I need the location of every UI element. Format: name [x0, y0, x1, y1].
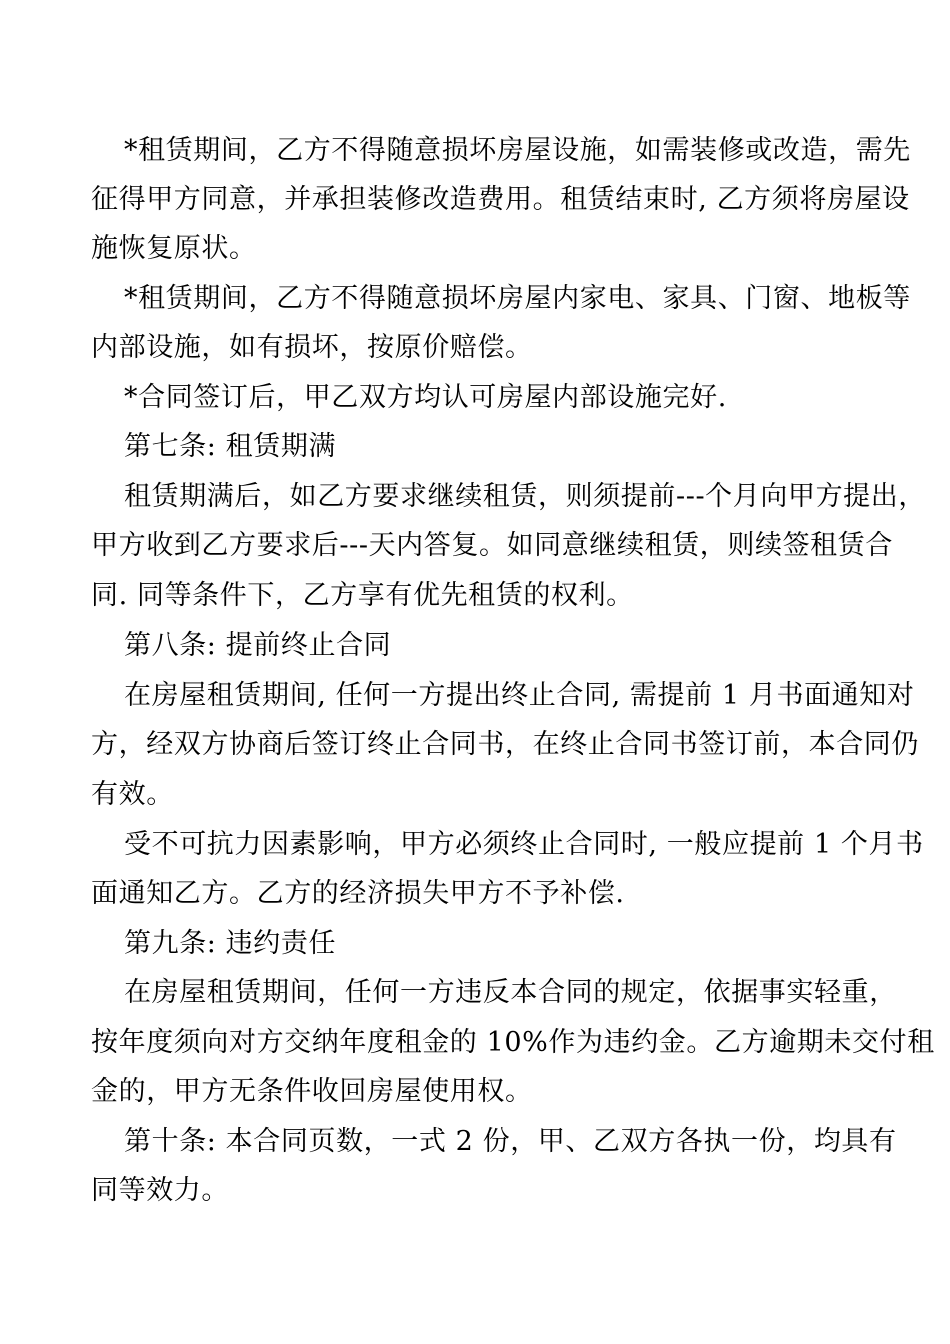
line-14: 有效。 [91, 779, 174, 810]
line-9: 甲方收到乙方要求后---天内答复。如同意继续租赁，则续签租赁合 [91, 530, 893, 561]
section-heading-7: 第七条: 租赁期满 [124, 431, 337, 462]
section-heading-9: 第九条: 违约责任 [124, 928, 337, 959]
line-5: 内部设施，如有损坏，按原价赔偿。 [91, 332, 533, 363]
line-2: 征得甲方同意，并承担装修改造费用。租赁结束时, 乙方须将房屋设 [91, 184, 910, 215]
line-20: 金的，甲方无条件收回房屋使用权。 [91, 1076, 533, 1107]
line-8: 租赁期满后，如乙方要求继续租赁，则须提前---个月向甲方提出， [124, 481, 926, 512]
line-4: *租赁期间，乙方不得随意损坏房屋内家电、家具、门窗、地板等 [124, 283, 911, 314]
line-1: *租赁期间，乙方不得随意损坏房屋设施，如需装修或改造，需先 [124, 135, 911, 166]
section-heading-10: 第十条: 本合同页数，一式 2 份，甲、乙双方各执一份，均具有 [124, 1126, 897, 1157]
line-3: 施恢复原状。 [91, 233, 257, 264]
line-15: 受不可抗力因素影响，甲方必须终止合同时, 一般应提前 1 个月书 [124, 829, 924, 860]
section-heading-8: 第八条: 提前终止合同 [124, 630, 392, 661]
line-19: 按年度须向对方交纳年度租金的 10%作为违约金。乙方逾期未交付租 [91, 1027, 935, 1058]
line-16: 面通知乙方。乙方的经济损失甲方不予补偿. [91, 878, 625, 909]
line-22: 同等效力。 [91, 1175, 229, 1206]
line-6: *合同签订后，甲乙双方均认可房屋内部设施完好. [124, 382, 727, 413]
line-18: 在房屋租赁期间，任何一方违反本合同的规定，依据事实轻重， [124, 977, 897, 1008]
line-13: 方，经双方协商后签订终止合同书，在终止合同书签订前，本合同仍 [91, 729, 919, 760]
line-12: 在房屋租赁期间, 任何一方提出终止合同, 需提前 1 月书面通知对 [124, 680, 915, 711]
line-10: 同. 同等条件下，乙方享有优先租赁的权利。 [91, 580, 634, 611]
